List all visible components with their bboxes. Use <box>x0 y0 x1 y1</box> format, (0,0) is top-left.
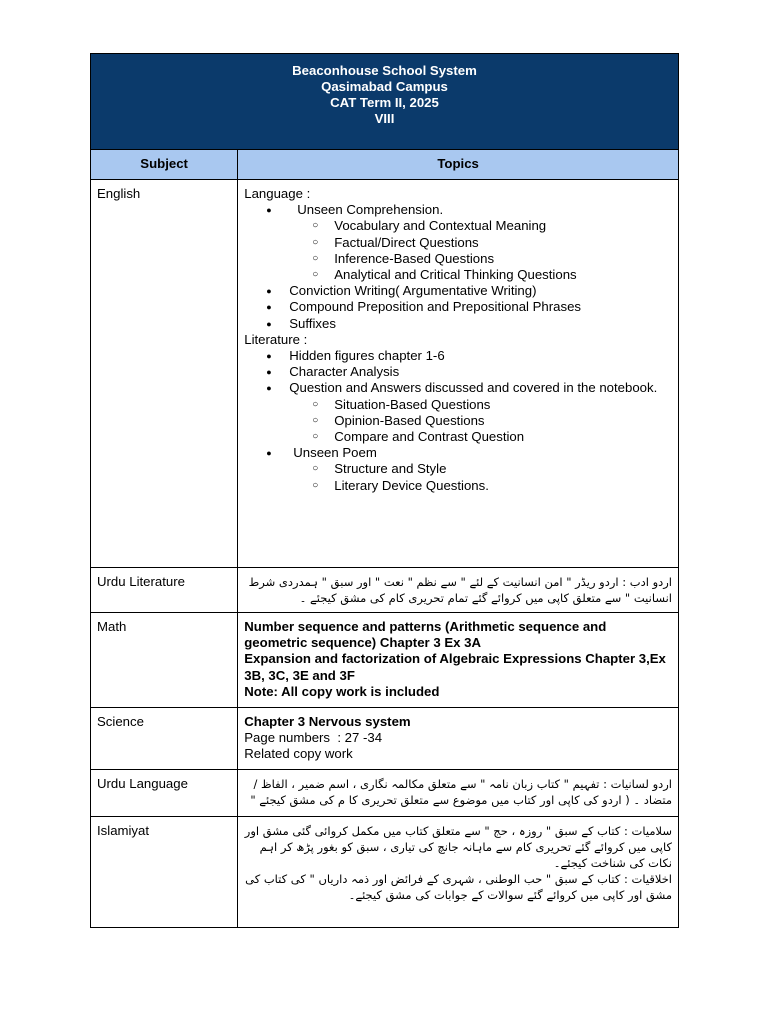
list-item: ○ Compare and Contrast Question <box>244 429 672 445</box>
list-item: ● Suffixes <box>244 316 672 332</box>
science-chapter: Chapter 3 Nervous system <box>244 714 411 729</box>
science-copy: Related copy work <box>244 746 353 762</box>
grade-label: VIII <box>374 111 395 126</box>
campus-name: Qasimabad Campus <box>321 79 448 94</box>
subject-cell: Urdu Language <box>91 770 238 817</box>
table-row-science <box>91 708 679 770</box>
math-topic-2: Expansion and factorization of Algebraic Expressions Chapter 3,Ex 3B, 3C, 3E and 3F <box>244 651 666 683</box>
literature-label: Literature : <box>244 331 308 347</box>
science-pages: Page numbers : 27 -34 <box>244 730 383 746</box>
column-header-subject: Subject <box>91 150 238 180</box>
literature-list <box>244 348 672 494</box>
term-title: CAT Term II, 2025 <box>330 95 439 110</box>
cat-topics-table <box>90 53 679 928</box>
list-item: ○ Factual/Direct Questions <box>244 235 672 251</box>
header-banner <box>91 54 679 150</box>
subject-cell: Urdu Literature <box>91 568 238 613</box>
list-item: ● Conviction Writing( Argumentative Writing) <box>244 283 672 299</box>
topics-cell <box>238 180 679 568</box>
table-row-urdu-literature <box>91 568 679 613</box>
topics-cell: اردو لسانیات : تفہیم " کتاب زبان نامہ " سے متعلق مکالمہ نگاری ، اسم ضمیر ، الفاظ / متضاد ۔ ( اردو کی کاپی اور کتاب میں موضوع سے متعلق تحریری کا م کی مشق کیجئے " <box>238 770 679 817</box>
list-item: ○ Inference-Based Questions <box>244 251 672 267</box>
topics-cell: اردو ادب : اردو ریڈر " امن انسانیت کے لئے " سے نظم " نعت " اور سبق " ہمدردی شرط انسانیت " سے متعلق کاپی میں کروائے گئے تمام تحریری کام کی مشق کیجئے ۔ <box>238 568 679 613</box>
list-item: ○ Vocabulary and Contextual Meaning <box>244 218 672 234</box>
islamiyat-text-2: اخلاقیات : کتاب کے سبق " حب الوطنی ، شہری کے فرائض اور ذمہ داریاں " کی کتاب کی مشق اور کاپی میں کروائے گئے سوالات کے جوابات کی مشق کیجئے۔ <box>245 872 672 902</box>
subject-cell: Science <box>91 708 238 770</box>
list-item: ○ Opinion-Based Questions <box>244 413 672 429</box>
table-row-urdu-language <box>91 770 679 817</box>
subject-cell: Islamiyat <box>91 817 238 928</box>
topics-cell <box>238 817 679 928</box>
language-label: Language : <box>244 186 311 201</box>
list-item: ● Character Analysis <box>244 364 672 380</box>
list-item: ● Compound Preposition and Prepositional Phrases <box>244 299 672 315</box>
language-list <box>244 202 672 332</box>
math-note: Note: All copy work is included <box>244 683 440 699</box>
list-item: ● Hidden figures chapter 1-6 <box>244 348 672 364</box>
list-item: ○ Structure and Style <box>244 461 672 477</box>
list-item: ● Question and Answers discussed and covered in the notebook. <box>244 380 672 396</box>
table-row-islamiyat <box>91 817 679 928</box>
list-item: ○ Situation-Based Questions <box>244 397 672 413</box>
subject-cell: Math <box>91 613 238 708</box>
list-item: ● Unseen Poem <box>244 445 672 461</box>
list-item: ○ Literary Device Questions. <box>244 478 672 494</box>
table-row-english <box>91 180 679 568</box>
topics-cell <box>238 708 679 770</box>
column-header-topics: Topics <box>238 150 679 180</box>
list-item: ● Unseen Comprehension. <box>244 202 672 218</box>
islamiyat-text-1: سلامیات : کتاب کے سبق " روزہ ، حج " سے متعلق کتاب میں مکمل کروائی گئی مشق اور کاپی میں کروائے گئے تحریری کام سے ماہانہ جانچ کی تیاری ، سبق کو بغور پڑھ کر اہم نکات کی شناخت کیجئے۔ <box>244 824 672 870</box>
table-row-math <box>91 613 679 708</box>
math-topic-1: Number sequence and patterns (Arithmetic sequence and geometric sequence) Chapter 3 Ex 3A <box>244 619 607 651</box>
subject-cell: English <box>91 180 238 568</box>
school-name: Beaconhouse School System <box>292 63 477 78</box>
list-item: ○ Analytical and Critical Thinking Questions <box>244 267 672 283</box>
topics-cell <box>238 613 679 708</box>
